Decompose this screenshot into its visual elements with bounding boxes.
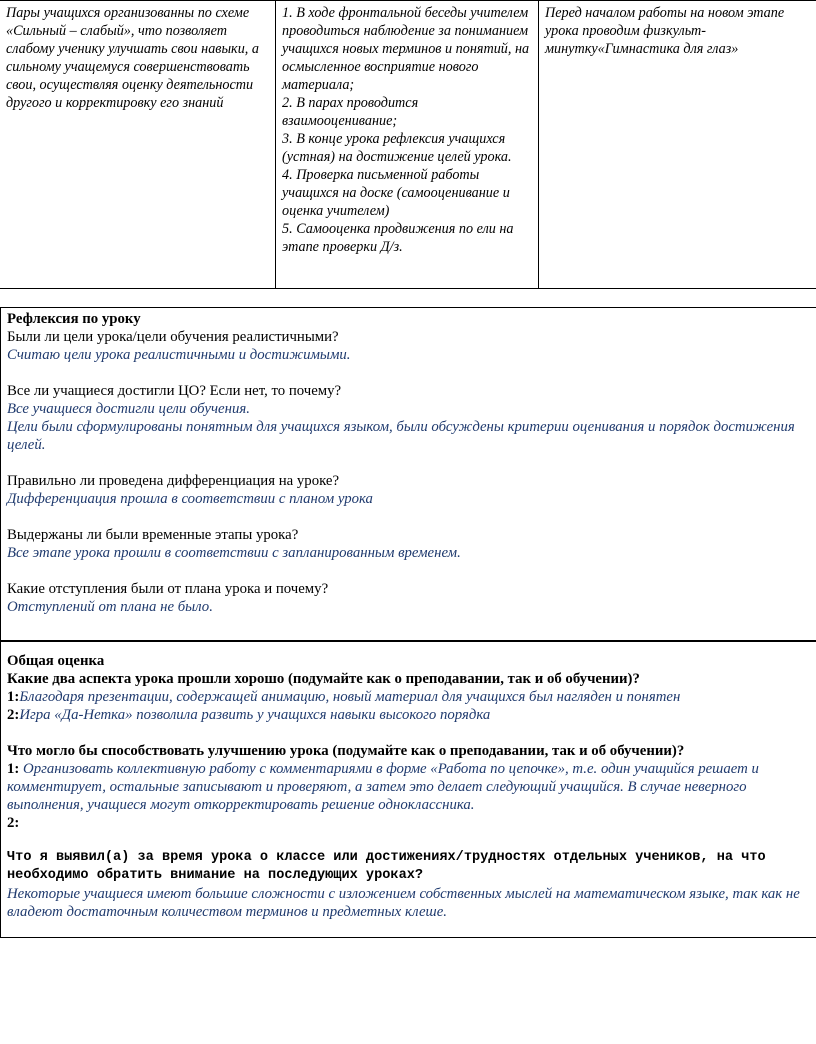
table-cell-health — [539, 1, 816, 288]
reflection-answer: Отступлений от плана не было. — [7, 599, 213, 615]
item-number: 2: — [7, 815, 20, 831]
general-question: Что я выявил(а) за время урока о классе или достижениях/трудностях отдельных учеников, на что необходимо обратить внимание на последующих уроках? — [7, 850, 766, 883]
item-number: 1: — [7, 761, 20, 777]
assessment-item: 5. Самооценка продвижения по ели на этапе проверки Д/з. — [282, 221, 514, 255]
general-question: Что могло бы способствовать улучшению урока (подумайте как о преподавании, так и об обучении)? — [7, 743, 685, 759]
general-assessment-section — [0, 641, 816, 938]
assessment-item: 1. В ходе фронтальной беседы учителем проводиться наблюдение за пониманием учащихся новых терминов и понятий, на осмысленное восприятие нового материала; — [282, 5, 530, 93]
reflection-answer: Все этапе урока прошли в соответствии с запланированным временем. — [7, 545, 461, 561]
general-answer: Благодаря презентации, содержащей анимацию, новый материал для учащихся был нагляден и понятен — [19, 689, 681, 705]
general-answer: Некоторые учащиеся имеют большие сложности с изложением собственных мыслей на математическом языке, так как не владеют достаточным количеством терминов и предметных клеше. — [7, 886, 800, 920]
reflection-question: Были ли цели урока/цели обучения реалистичными? — [7, 329, 339, 345]
general-answer: Организовать коллективную работу с комментариями в форме «Работа по цепочке», т.е. один учащийся решает и комментирует, остальные записывают и проверяют, а затем это делает следующий учащийся. В случае неверного выполнения, учащиеся могут откорректировать решение одноклассника. — [7, 761, 759, 813]
reflection-question: Выдержаны ли были временные этапы урока? — [7, 527, 299, 543]
table-cell-assessment — [276, 1, 539, 288]
reflection-answer: Цели были сформулированы понятным для учащихся языком, были обсуждены критерии оценивания и порядок достижения целей. — [7, 419, 795, 453]
assessment-item: 4. Проверка письменной работы учащихся на доске (самооценивание и оценка учителем) — [282, 167, 510, 219]
item-number: 1: — [7, 689, 20, 705]
assessment-item: 2. В парах проводится взаимооценивание; — [282, 95, 419, 129]
general-question: Какие два аспекта урока прошли хорошо (подумайте как о преподавании, так и об обучении)? — [7, 671, 640, 687]
reflection-answer: Считаю цели урока реалистичными и достижимыми. — [7, 347, 351, 363]
general-heading: Общая оценка — [7, 653, 105, 669]
reflection-section — [0, 307, 816, 641]
assessment-item: 3. В конце урока рефлексия учащихся (устная) на достижение целей урока. — [282, 131, 512, 165]
reflection-answer: Все учащиеся достигли цели обучения. — [7, 401, 250, 417]
reflection-question: Какие отступления были от плана урока и почему? — [7, 581, 329, 597]
reflection-question: Все ли учащиеся достигли ЦО? Если нет, то почему? — [7, 383, 342, 399]
health-text: Перед началом работы на новом этапе урока проводим физкульт-минутку«Гимнастика для глаз» — [545, 5, 785, 57]
pairs-text: Пары учащихся организованны по схеме «Сильный – слабый», что позволяет слабому ученику улучшать свои навыки, а сильному учащемуся совершенствовать свои, осуществляя оценку деятельности другого и корректировку его знаний — [6, 5, 259, 111]
reflection-heading: Рефлексия по уроку — [7, 311, 141, 327]
reflection-answer: Дифференциация прошла в соответствии с планом урока — [7, 491, 373, 507]
table-cell-pairs — [0, 1, 276, 288]
general-answer: Игра «Да-Нетка» позволила развить у учащихся навыки высокого порядка — [19, 707, 491, 723]
reflection-question: Правильно ли проведена дифференциация на уроке? — [7, 473, 340, 489]
methods-table — [0, 0, 816, 289]
item-number: 2: — [7, 707, 20, 723]
